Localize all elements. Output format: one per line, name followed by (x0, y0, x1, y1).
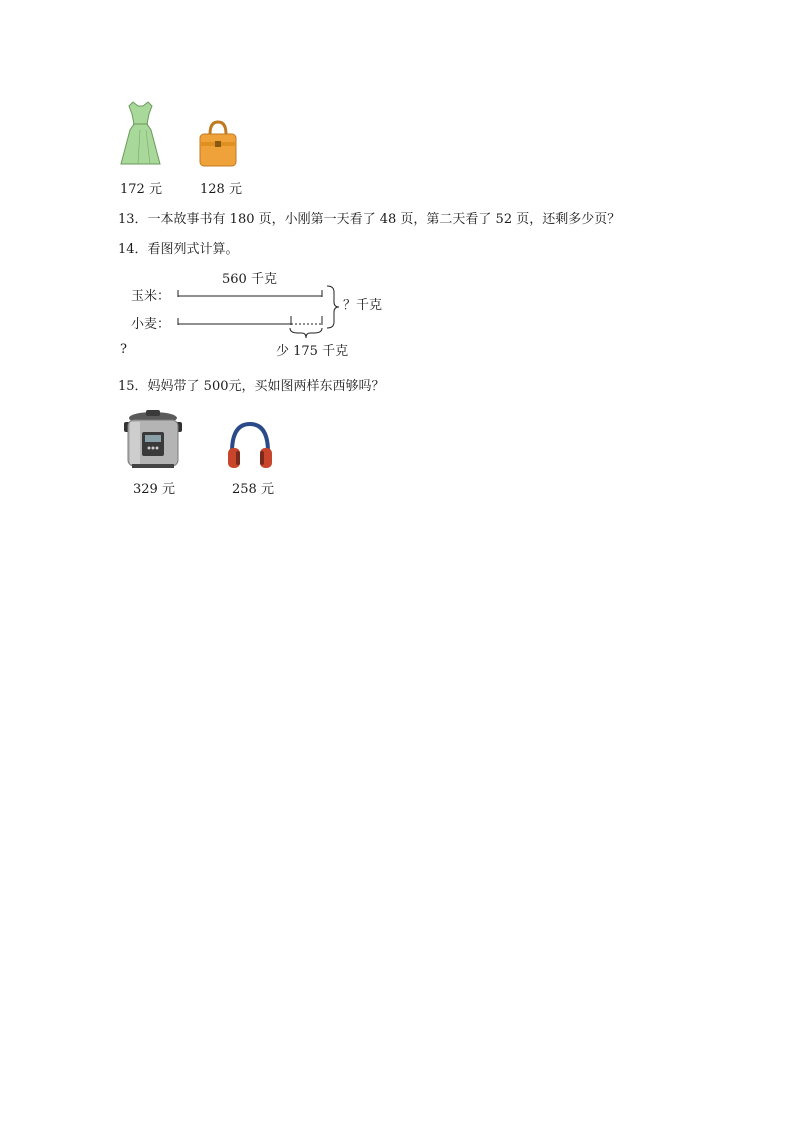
line-segment-diagram (0, 0, 400, 370)
headphones-image (226, 420, 274, 470)
difference-brace (290, 328, 322, 338)
diagram-row1-label: 玉米： (131, 289, 171, 304)
diagram-top-label: 560 千克 (222, 272, 277, 287)
pressure-cooker-image (122, 408, 184, 470)
total-brace (327, 286, 339, 328)
question-13: 13．一本故事书有 180 页，小刚第一天看了 48 页，第二天看了 52 页，还剩多少页？ (118, 212, 621, 227)
handbag-price: 128 元 (200, 182, 242, 197)
diagram-row2-label: 小麦： (131, 317, 171, 332)
dress-price: 172 元 (120, 182, 162, 197)
diagram-bottom-label: 少 175 千克 (276, 344, 349, 359)
headphones-price: 258 元 (232, 482, 274, 497)
headphones-icon (226, 420, 274, 470)
stray-question-mark: ? (120, 342, 127, 357)
question-15: 15．妈妈带了 500元，买如图两样东西够吗？ (118, 379, 385, 394)
diagram-bracket-label: ？千克 (343, 298, 383, 313)
question-14: 14．看图列式计算。 (118, 242, 239, 257)
pressure-cooker-price: 329 元 (133, 482, 175, 497)
pressure-cooker-icon (122, 408, 184, 470)
